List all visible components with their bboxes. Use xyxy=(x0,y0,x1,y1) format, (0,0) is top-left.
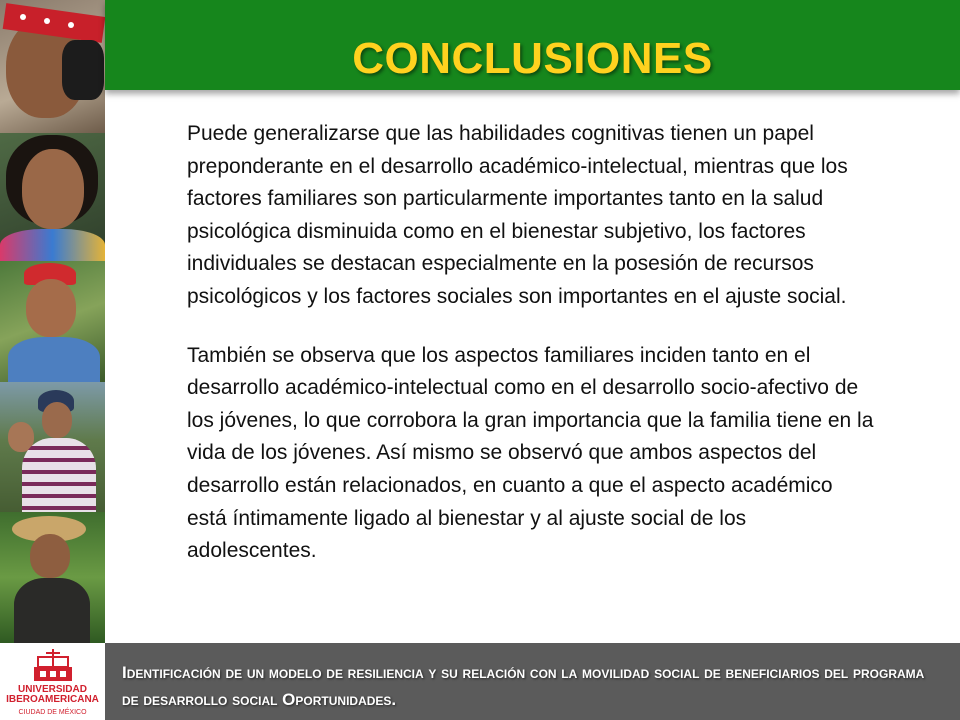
slide-body xyxy=(187,118,877,594)
photo-woman-carrying-child xyxy=(0,382,105,512)
slide-title: CONCLUSIONES xyxy=(352,34,713,83)
crest-icon xyxy=(30,649,76,685)
photo-man-hat-in-field xyxy=(0,512,105,643)
photo-strip xyxy=(0,0,105,643)
paragraph-1: Puede generalizarse que las habilidades cognitivas tienen un papel preponderante en el desarrollo académico-intelectual, mientras que los factores familiares son particularmente importantes tanto en la salud psicológica disminuida como en el bienestar subjetivo, los factores individuales se destacan especialmente en la posesión de recursos psicológicos y los factores sociales son importantes en el ajuste social. xyxy=(187,122,848,308)
photo-elder-man-red-headband xyxy=(0,0,105,133)
logo-name-line2: IBEROAMERICANA xyxy=(6,694,99,705)
logo-name-line1: UNIVERSIDAD xyxy=(18,684,87,695)
paragraph-2: También se observa que los aspectos familiares inciden tanto en el desarrollo académico-intelectual como en el desarrollo socio-afectivo de los jóvenes, lo que corrobora la gran importancia que la familia tiene en la vida de los jóvenes. Así mismo se observó que ambos aspectos del desarrollo están relacionados, en cuanto a que el aspecto académico está íntimamente ligado al bienestar y al ajuste social de los adolescentes. xyxy=(187,343,874,563)
logo-name xyxy=(2,685,103,705)
logo-city: CIUDAD DE MÉXICO xyxy=(18,709,87,716)
photo-woman-braids xyxy=(0,133,105,261)
university-logo xyxy=(0,643,105,720)
footer-caption: Identificación de un modelo de resiliencia y su relación con la movilidad social de beneficiarios del programa de desarrollo social Oportunidades. xyxy=(122,663,925,709)
photo-man-red-cap xyxy=(0,261,105,382)
